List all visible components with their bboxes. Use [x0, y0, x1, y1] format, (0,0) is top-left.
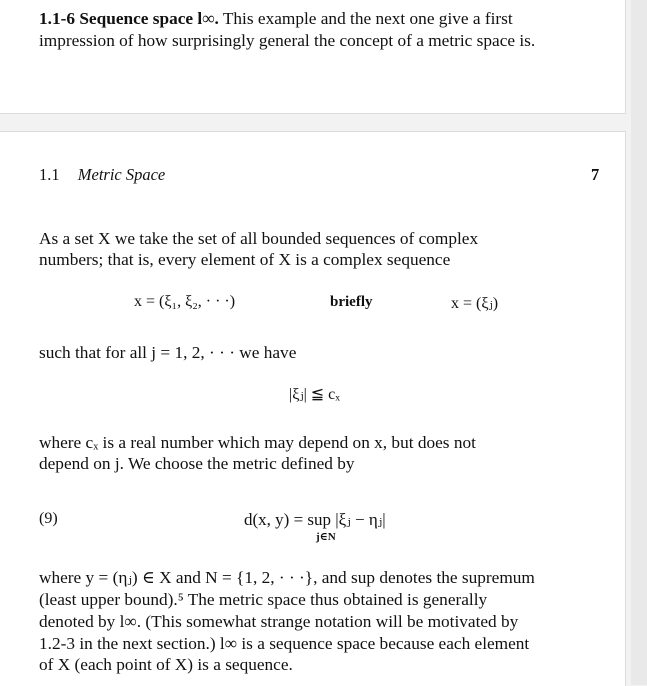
example-intro-line2: impression of how surprisingly general the concept of a metric space is. [39, 31, 536, 50]
paragraph-line: 1.2-3 in the next section.) l∞ is a sequence space because each element [39, 634, 530, 653]
page-number: 7 [591, 165, 600, 184]
paragraph-line: such that for all j = 1, 2, · · · we have [39, 343, 297, 362]
paragraph-line: numbers; that is, every element of X is a complex sequence [39, 250, 451, 269]
paragraph-line: (least upper bound).⁵ The metric space thus obtained is generally [39, 590, 488, 609]
section-number: 1.1 [39, 165, 60, 184]
running-head [39, 165, 165, 185]
paragraph-line: depend on j. We choose the metric defined by [39, 454, 355, 473]
equation-metric: d(x, y) = sup |ξⱼ − ηⱼ| [244, 510, 386, 529]
paragraph-line: denoted by l∞. (This somewhat strange notation will be motivated by [39, 612, 519, 631]
page-gutter [631, 0, 647, 685]
equation-sequence: x = (ξ₁, ξ₂, · · ·) [134, 293, 236, 310]
paragraph-line: of X (each point of X) is a sequence. [39, 655, 293, 674]
section-title: Metric Space [77, 165, 166, 184]
paragraph-line: where cₓ is a real number which may depend on x, but does not [39, 433, 476, 452]
equation-sequence-short: x = (ξⱼ) [451, 295, 499, 312]
equation-bound: |ξⱼ| ≦ cₓ [289, 386, 340, 403]
paragraph-line: where y = (ηⱼ) ∈ X and N = {1, 2, · · ·}, and sup denotes the supremum [39, 568, 535, 587]
example-heading: 1.1-6 Sequence space l∞. [39, 9, 219, 28]
equation-connector: briefly [330, 294, 373, 310]
equation-subscript: j∈N [316, 531, 336, 543]
equation-label: (9) [39, 510, 58, 527]
example-intro-line1: This example and the next one give a first [222, 9, 513, 28]
example-heading-line [39, 8, 609, 30]
paragraph-line: As a set X we take the set of all bounded sequences of complex [39, 229, 479, 248]
